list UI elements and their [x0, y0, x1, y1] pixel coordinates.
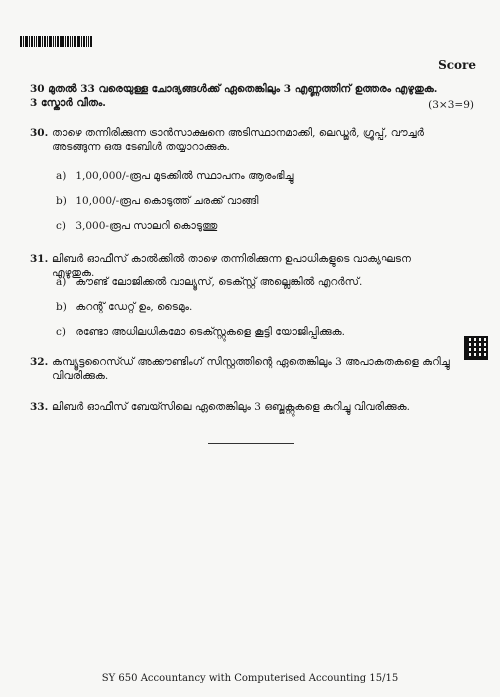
question-number: 32.: [30, 356, 49, 368]
sub-text: 3,000-രൂപ സാലറി കൊടുത്തു: [75, 220, 218, 232]
sub-text: രണ്ടോ അധിലധികമോ ടെക്സ്റ്റുകളെ കൂട്ടി യോജിപ്പിക്കുക.: [75, 326, 345, 338]
instructions: [30, 82, 470, 110]
sub-text: 1,00,000/-രൂപ മുടക്കിൽ സ്ഥാപനം ആരംഭിച്ചു: [75, 170, 294, 182]
sub-question: [56, 220, 217, 233]
page-footer: SY 650 Accountancy with Computerised Accounting 15/15: [101, 673, 399, 684]
barcode: [20, 36, 92, 47]
question-text: ലിബർ ഓഫീസ് കാൽക്കിൽ താഴെ തന്നിരിക്കുന്ന ഉപാധികളുടെ വാക്യഘടന എഴുതുക.: [52, 253, 411, 279]
sub-label: c): [56, 326, 66, 338]
question-text: കമ്പ്യൂട്ടറൈസ്ഡ് അക്കൗണ്ടിംഗ് സിസ്റ്റത്തിന്റെ ഏതെങ്കിലും 3 അപാകതകളെ കുറിച്ചു വിവരിക്കുക.: [52, 356, 450, 382]
sub-text: കൗണ്ട് ലോജിക്കൽ വാല്യൂസ്, ടെക്സ്റ്റ് അല്ലെങ്കിൽ എറർസ്.: [75, 276, 363, 288]
sub-question: [56, 326, 345, 339]
question-number: 33.: [30, 401, 49, 413]
question-33: [30, 400, 452, 414]
question-text: ലിബർ ഓഫീസ് ബേയ്സിലെ ഏതെങ്കിലും 3 ഒബ്ജക്റ്റുകളെ കുറിച്ചു വിവരിക്കുക.: [52, 401, 411, 413]
question-32: [30, 355, 452, 383]
sub-label: b): [56, 301, 67, 313]
end-divider: [208, 443, 294, 444]
marks-allocation: (3×3=9): [428, 99, 474, 111]
sub-question: [56, 276, 362, 289]
qr-code: [464, 336, 488, 360]
sub-text: കറന്റ് ഡേറ്റ് ഉം, ടൈമും.: [75, 301, 193, 313]
instruction-line-1: 30 മുതൽ 33 വരെയുള്ള ചോദ്യങ്ങൾക്ക് ഏതെങ്കിലും 3 എണ്ണത്തിന് ഉത്തരം എഴുതുക.: [30, 83, 438, 95]
sub-text: 10,000/-രൂപ കൊടുത്ത് ചരക്ക് വാങ്ങി: [75, 195, 259, 207]
score-label: Score: [438, 58, 476, 72]
question-number: 31.: [30, 253, 49, 265]
sub-question: [56, 195, 258, 208]
question-number: 30.: [30, 127, 49, 139]
instruction-line-2: 3 സ്കോർ വീതം.: [30, 97, 106, 109]
sub-label: c): [56, 220, 66, 232]
sub-label: a): [56, 276, 67, 288]
sub-label: b): [56, 195, 67, 207]
question-text: താഴെ തന്നിരിക്കുന്ന ട്രാൻസാക്ഷനെ അടിസ്ഥാനമാക്കി, ലെഡ്ജർ, ഗ്രൂപ്പ്, വൗച്ചർ അടങ്ങുന്ന ഒരു ടേബിൾ തയ്യാറാക്കുക.: [52, 127, 424, 153]
sub-label: a): [56, 170, 67, 182]
question-30: [30, 126, 452, 154]
sub-question: [56, 170, 294, 183]
sub-question: [56, 301, 192, 314]
